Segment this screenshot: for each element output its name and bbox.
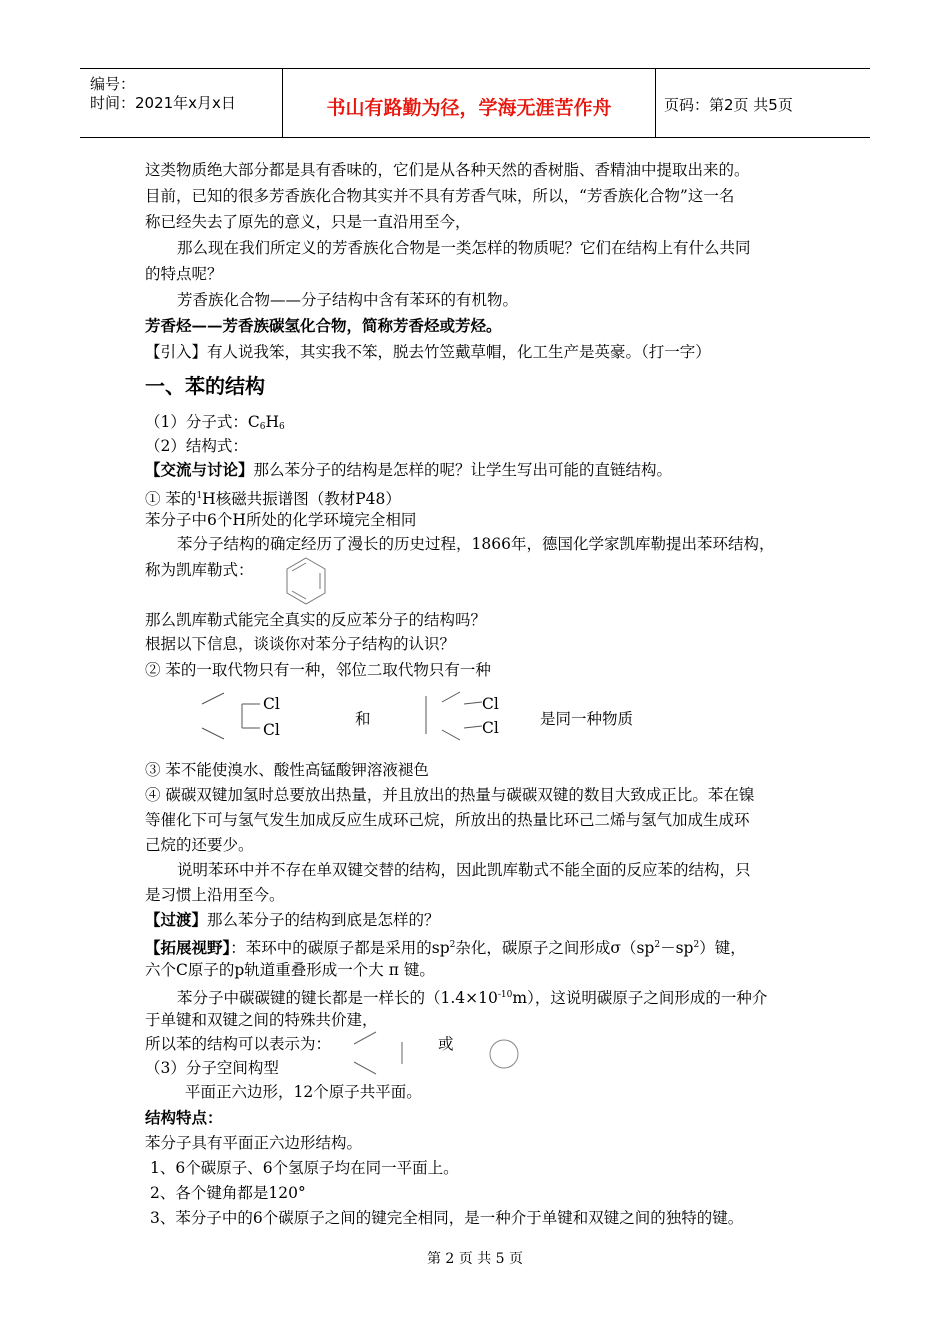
extension-line: 【拓展视野】：苯环中的碳原子都是采用的$sp^2$杂化，碳原子之间形成$\sigma(sp^2-sp^2)$键，: [145, 938, 746, 957]
feature-item: 3、苯分子中的6个碳原子之间的键完全相同，是一种介于单键和双键之间的独特的键。: [150, 1209, 744, 1227]
molecular-formula: （1）分子式：$C_6H_6$: [145, 413, 285, 432]
paragraph-line: ② 苯的一取代物只有一种，邻位二取代物只有一种: [145, 661, 491, 679]
paragraph-line: 是习惯上沿用至今。: [145, 886, 285, 904]
paragraph-line: 六个C原子的p轨道重叠形成一个大 π 键。: [145, 961, 435, 979]
page-footer: 第 2 页 共 5 页: [426, 1251, 524, 1267]
number-label: 编号：: [90, 75, 136, 93]
chlorine-label: Cl: [263, 695, 280, 713]
discussion-line: 【交流与讨论】那么苯分子的结构是怎样的呢？让学生写出可能的直链结构。: [145, 460, 673, 479]
paragraph-line: 那么凯库勒式能完全真实的反应苯分子的结构吗？: [145, 611, 487, 629]
definition-aromatic-hydrocarbon: 芳香烃——芳香族碳氢化合物，简称芳香烃或芳烃。: [145, 316, 502, 335]
page-header: [80, 68, 870, 138]
nmr-line: ① 苯的$^1$H核磁共振谱图（教材P48）: [145, 490, 401, 508]
paragraph-line: 根据以下信息，谈谈你对苯分子结构的认识？: [145, 635, 456, 653]
section-heading: 一、苯的结构: [145, 374, 265, 398]
same-substance-label: 是同一种物质: [540, 710, 634, 728]
motto: 书山有路勤为径，学海无涯苦作舟: [326, 97, 612, 119]
and-label: 和: [355, 710, 371, 728]
riddle-line: 【引入】有人说我笨，其实我不笨，脱去竹笠戴草帽，化工生产是英豪。（打一字）: [145, 343, 711, 361]
benzene-circle-figure: [488, 1038, 520, 1070]
feature-item: 2、各个键角都是120°: [150, 1184, 306, 1202]
paragraph-line: 那么现在我们所定义的芳香族化合物是一类怎样的物质呢？它们在结构上有什么共同: [177, 239, 751, 257]
paragraph-line: ③ 苯不能使溴水、酸性高锰酸钾溶液褪色: [145, 761, 429, 779]
paragraph-line: 的特点呢？: [145, 265, 223, 283]
paragraph-line: 于单键和双键之间的特殊共价建，: [145, 1011, 378, 1029]
transition-line: 【过渡】那么苯分子的结构到底是怎样的？: [145, 910, 440, 929]
chlorine-label: Cl: [263, 721, 280, 739]
paragraph-line: 己烷的还要少。: [145, 836, 254, 854]
chlorine-label: Cl: [482, 719, 499, 737]
structural-formula-label: （2）结构式：: [145, 437, 248, 455]
paragraph-line: 苯分子结构的确定经历了漫长的历史过程，1866年，德国化学家凯库勒提出苯环结构，: [177, 535, 775, 553]
header-page-cell: [656, 69, 870, 137]
paragraph-line: 说明苯环中并不存在单双键交替的结构，因此凯库勒式不能全面的反应苯的结构，只: [177, 861, 751, 879]
subsection-label: （3）分子空间构型: [145, 1059, 279, 1077]
kekule-label: 称为凯库勒式：: [145, 561, 254, 579]
time-label: 时间：2021年x月x日: [90, 94, 236, 112]
bond-length-line: 苯分子中碳碳键的键长都是一样长的$(1.4\times 10^{-10}m)$，这说明碳原子之间形成的一种介: [177, 989, 768, 1007]
header-info-cell: [80, 69, 283, 137]
paragraph-line: 这类物质绝大部分都是具有香味的，它们是从各种天然的香树脂、香精油中提取出来的。: [145, 161, 750, 179]
paragraph-line: 苯分子具有平面正六边形结构。: [145, 1134, 363, 1152]
paragraph-line: 目前，已知的很多芳香族化合物其实并不具有芳香气味，所以，“芳香族化合物”这一名: [145, 187, 735, 205]
or-label: 或: [438, 1035, 454, 1053]
representation-label: 所以苯的结构可以表示为：: [145, 1035, 332, 1053]
feature-item: 1、6个碳原子、6个氢原子均在同一平面上。: [150, 1159, 459, 1177]
paragraph-line: 苯分子中6个H所处的化学环境完全相同: [145, 511, 417, 529]
paragraph-line: ④ 碳碳双键加氢时总要放出热量，并且放出的热量与碳碳双键的数目大致成正比。苯在镍: [145, 786, 755, 804]
kekule-structure-figure: [284, 556, 328, 606]
paragraph-line: 等催化下可与氢气发生加成反应生成环己烷，所放出的热量比环己二烯与氢气加成生成环: [145, 811, 750, 829]
page-label: 页码：第2页 共5页: [664, 96, 793, 114]
paragraph-line: 平面正六边形，12个原子共平面。: [185, 1083, 422, 1101]
structure-features-heading: 结构特点：: [145, 1108, 223, 1127]
paragraph-line: 称已经失去了原先的意义，只是一直沿用至今，: [145, 213, 471, 231]
header-motto-cell: [283, 69, 656, 137]
definition-aromatic-compound: 芳香族化合物——分子结构中含有苯环的有机物。: [177, 291, 519, 309]
chlorine-label: Cl: [482, 695, 499, 713]
benzene-partial-figure: [352, 1030, 412, 1076]
